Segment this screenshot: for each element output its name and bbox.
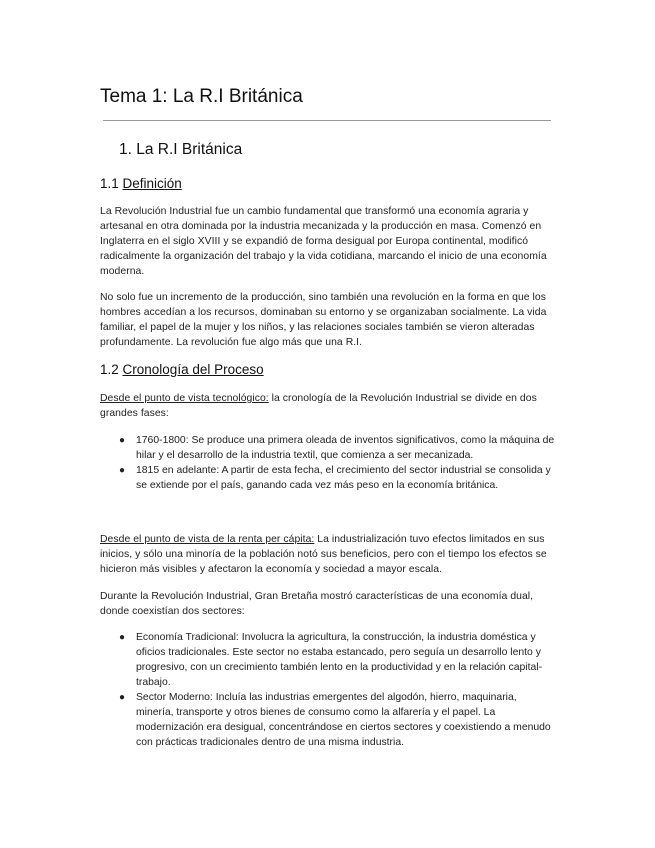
section-heading-1: 1. La R.I Británica bbox=[119, 141, 243, 158]
paragraph-definicion-1: La Revolución Industrial fue un cambio fundamental que transformó una economía agraria y artesanal en otra dominada por la industria mecanizada y la producción en masa. Comenzó en Inglaterra en el siglo XVIII y se expandió de forma desigual por Europa continental, modificó radicalmente la organización del trabajo y la vida cotidiana, marcando el inicio de una economía moderna. bbox=[100, 206, 547, 277]
list-item-text: 1760-1800: Se produce una primera oleada de inventos significativos, como la máquina de hilar y el desarrollo de la industria textil, que comienza a ser mecanizada. bbox=[136, 435, 555, 461]
paragraph-text: La industrialización tuvo efectos limitados en sus inicios, y sólo una minoría de la población notó sus beneficios, pero con el tiempo los efectos se hicieron más visibles y afectaron la economía y sociedad a mayor escala. bbox=[100, 534, 547, 575]
subsection-number: 1.1 bbox=[100, 176, 123, 191]
paragraph-tecnologico bbox=[100, 391, 556, 421]
list-item-text: Economía Tradicional: Involucra la agricultura, la construcción, la industria doméstica y oficios tradicionales. Este sector no estaba estancado, pero seguía un desarrollo lento y progresivo, con un crecimiento también lento en la productividad y en la relación capital-trabajo. bbox=[136, 632, 543, 688]
subsection-title: Cronología del Proceso bbox=[122, 362, 264, 377]
list-item bbox=[100, 630, 556, 690]
list-item-text: Sector Moderno: Incluía las industrias emergentes del algodón, hierro, maquinaria, minería, transporte y otros bienes de consumo como la alfarería y el papel. La modernización era desigual, concentrándose en ciertos sectores y coexistiendo a menudo con prácticas tradicionales dentro de una misma industria. bbox=[136, 692, 551, 748]
list-item bbox=[100, 463, 556, 493]
subsection-title: Definición bbox=[122, 176, 182, 191]
bullet-icon: ● bbox=[119, 692, 126, 703]
subsection-number: 1.2 bbox=[100, 362, 123, 377]
paragraph-label: Desde el punto de vista tecnológico: bbox=[100, 393, 269, 404]
paragraph-definicion-2: No solo fue un incremento de la producción, sino también una revolución en la forma en que los hombres accedían a los recursos, dominaban su entorno y se organizaban socialmente. La vida familiar, el papel de la mujer y los niños, y las relaciones sociales también se vieron alteradas profundamente. La revolución fue algo más que una R.I. bbox=[100, 292, 547, 348]
bullet-icon: ● bbox=[119, 632, 126, 643]
subsection-heading-definicion bbox=[100, 176, 182, 191]
list-item bbox=[100, 690, 556, 750]
bullet-icon: ● bbox=[119, 465, 126, 476]
subsection-heading-cronologia bbox=[100, 362, 264, 377]
paragraph-label: Desde el punto de vista de la renta per cápita: bbox=[100, 534, 315, 545]
list-item-text: 1815 en adelante: A partir de esta fecha, el crecimiento del sector industrial se consolida y se extiende por el país, ganando cada vez más peso en la economía británica. bbox=[136, 465, 551, 491]
paragraph-renta bbox=[100, 532, 556, 577]
phases-list bbox=[100, 433, 556, 493]
sectors-list bbox=[100, 630, 556, 750]
document-title: Tema 1: La R.I Británica bbox=[100, 86, 303, 107]
title-divider bbox=[103, 120, 551, 121]
bullet-icon: ● bbox=[119, 435, 126, 446]
list-item bbox=[100, 433, 556, 463]
paragraph-text: la cronología de la Revolución Industrial se divide en dos grandes fases: bbox=[100, 393, 537, 419]
paragraph-economia-dual: Durante la Revolución Industrial, Gran Bretaña mostró características de una economía dual, donde coexistían dos sectores: bbox=[100, 591, 534, 617]
